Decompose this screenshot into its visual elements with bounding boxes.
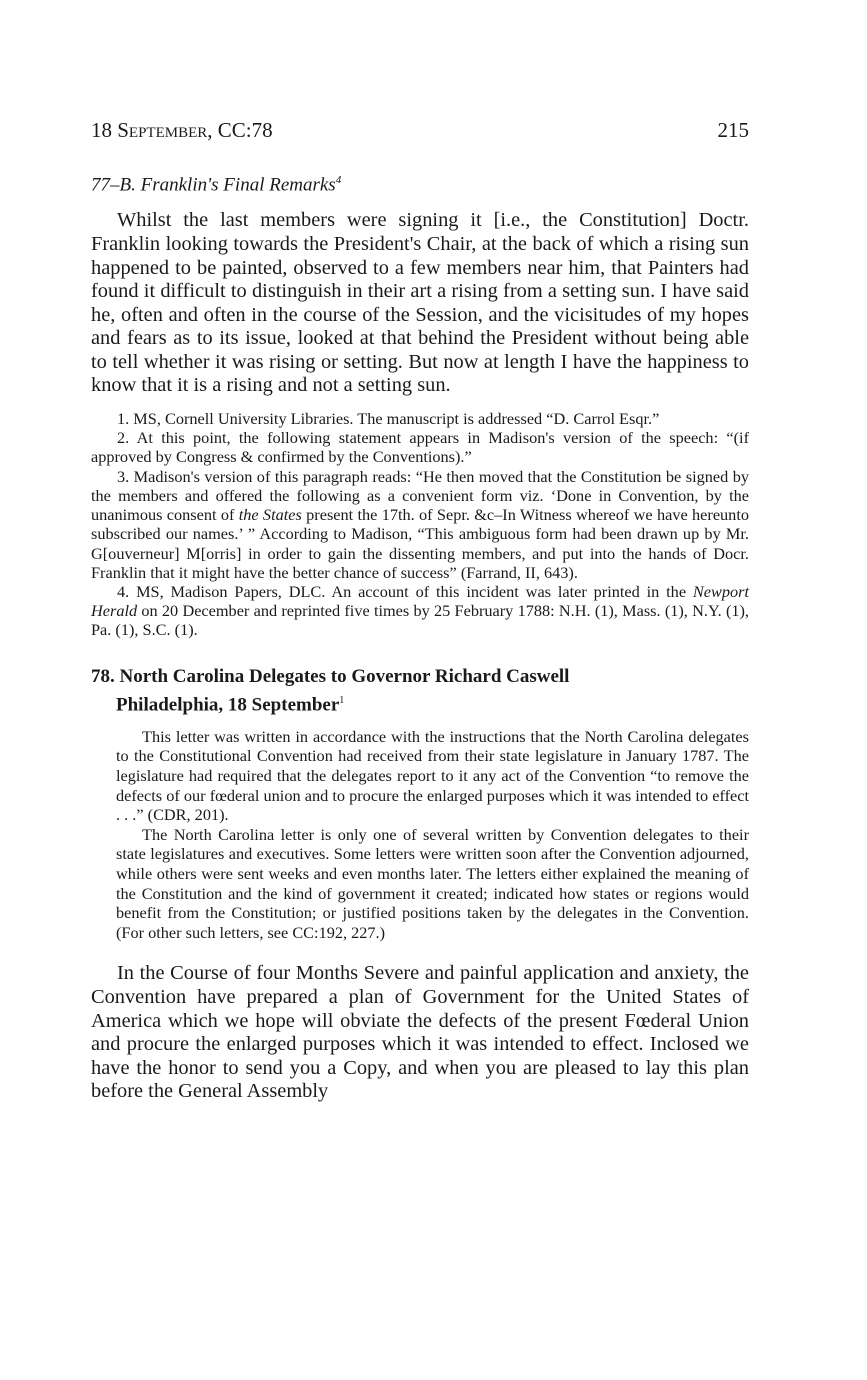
footnote-4-part-a: 4. MS, Madison Papers, DLC. An account of this incident was later printed in the xyxy=(117,581,693,601)
section-78-heading-line1: 78. North Carolina Delegates to Governor Richard Caswell xyxy=(91,665,570,687)
section-78-heading xyxy=(91,665,749,717)
footnote-3-part-b: present the 17th. of Sepr. &c–In Witness whereof we have hereunto subscribed our names.’ ” According to Madison, “This ambiguous form had been drawn up by Mr. G[ouverneur] M[orris] in order to gain the dissenting members, and put into the hands of Docr. Franklin that it might have the better chance of success” (Farrand, II, 643). xyxy=(91,505,749,582)
footnote-3-part-a: 3. Madison's version of this paragraph reads: “He then moved that the Constitution be signed by the members and offered the following as a convenient form viz. ‘Done in Convention, by the unanimous consent of xyxy=(91,466,749,525)
section-77b-title xyxy=(91,168,749,197)
headnote xyxy=(91,727,749,943)
footnote-1: 1. MS, Cornell University Libraries. The manuscript is addressed “D. Carrol Esqr.” xyxy=(117,409,660,429)
letter-paragraph: In the Course of four Months Severe and painful application and anxiety, the Convention have prepared a plan of Government for the United States of America which we hope will obviate the defects of the present Fœderal Union and procure the enlarged purposes which it was intended to effect. Inclosed we have the honor to send you a Copy, and when you are pleased to lay this plan before the General Assembly xyxy=(91,962,749,1103)
running-head-left: 18 September, CC:78 xyxy=(91,118,273,142)
footnote-3 xyxy=(91,467,749,582)
footnote-3-italic: the States xyxy=(238,505,302,525)
footnote-2: 2. At this point, the following statement appears in Madison's version of the speech: “(if approved by Congress & confirmed by the Conventions).” xyxy=(91,428,749,467)
section-78-footnote-ref: 1 xyxy=(339,694,345,706)
footnotes xyxy=(91,409,749,639)
running-head xyxy=(91,118,749,148)
headnote-paragraph-1: This letter was written in accordance with the instructions that the North Carolina delegates to the Constitutional Convention had received from their state legislature in January 1787. The legislature had required that the delegates report to it any act of the Convention “to remove the defects of our fœderal union and to procure the enlarged purposes which it was intended to effect . . .” (CDR, 201). xyxy=(116,726,749,825)
footnote-4-italic: Newport Herald xyxy=(91,581,749,621)
section-77b-title-text: 77–B. Franklin's Final Remarks xyxy=(91,174,336,196)
page-number: 215 xyxy=(717,118,749,142)
footnote-4 xyxy=(91,582,749,640)
section-78-heading-line2: Philadelphia, 18 September xyxy=(116,693,340,715)
section-78-heading-line2-wrap xyxy=(91,689,749,717)
footnote-4-part-b: on 20 December and reprinted five times by 25 February 1788: N.H. (1), Mass. (1), N.Y. (1), Pa. (1), S.C. (1). xyxy=(91,601,749,640)
franklin-remarks-paragraph: Whilst the last members were signing it [i.e., the Constitution] Doctr. Franklin looking towards the President's Chair, at the back of which a rising sun happened to be painted, observed to a few members near him, that Painters had found it difficult to distinguish in their art a rising from a setting sun. I have said he, often and often in the course of the Session, and the vicisitudes of my hopes and fears as to its issue, looked at that behind the President without being able to tell whether it was rising or setting. But now at length I have the happiness to know that it is a rising and not a setting sun. xyxy=(91,209,749,397)
headnote-paragraph-2: The North Carolina letter is only one of several written by Convention delegates to their state legislatures and executives. Some letters were written soon after the Convention adjourned, while others were sent weeks and even months later. The letters either explained the meaning of the Constitution and the kind of government it created; indicated how states or regions would benefit from the Constitution; or justified positions taken by the delegates in the Convention. (For other such letters, see CC:192, 227.) xyxy=(116,824,749,942)
section-77b-footnote-ref: 4 xyxy=(335,174,342,186)
document-page xyxy=(91,118,749,1104)
